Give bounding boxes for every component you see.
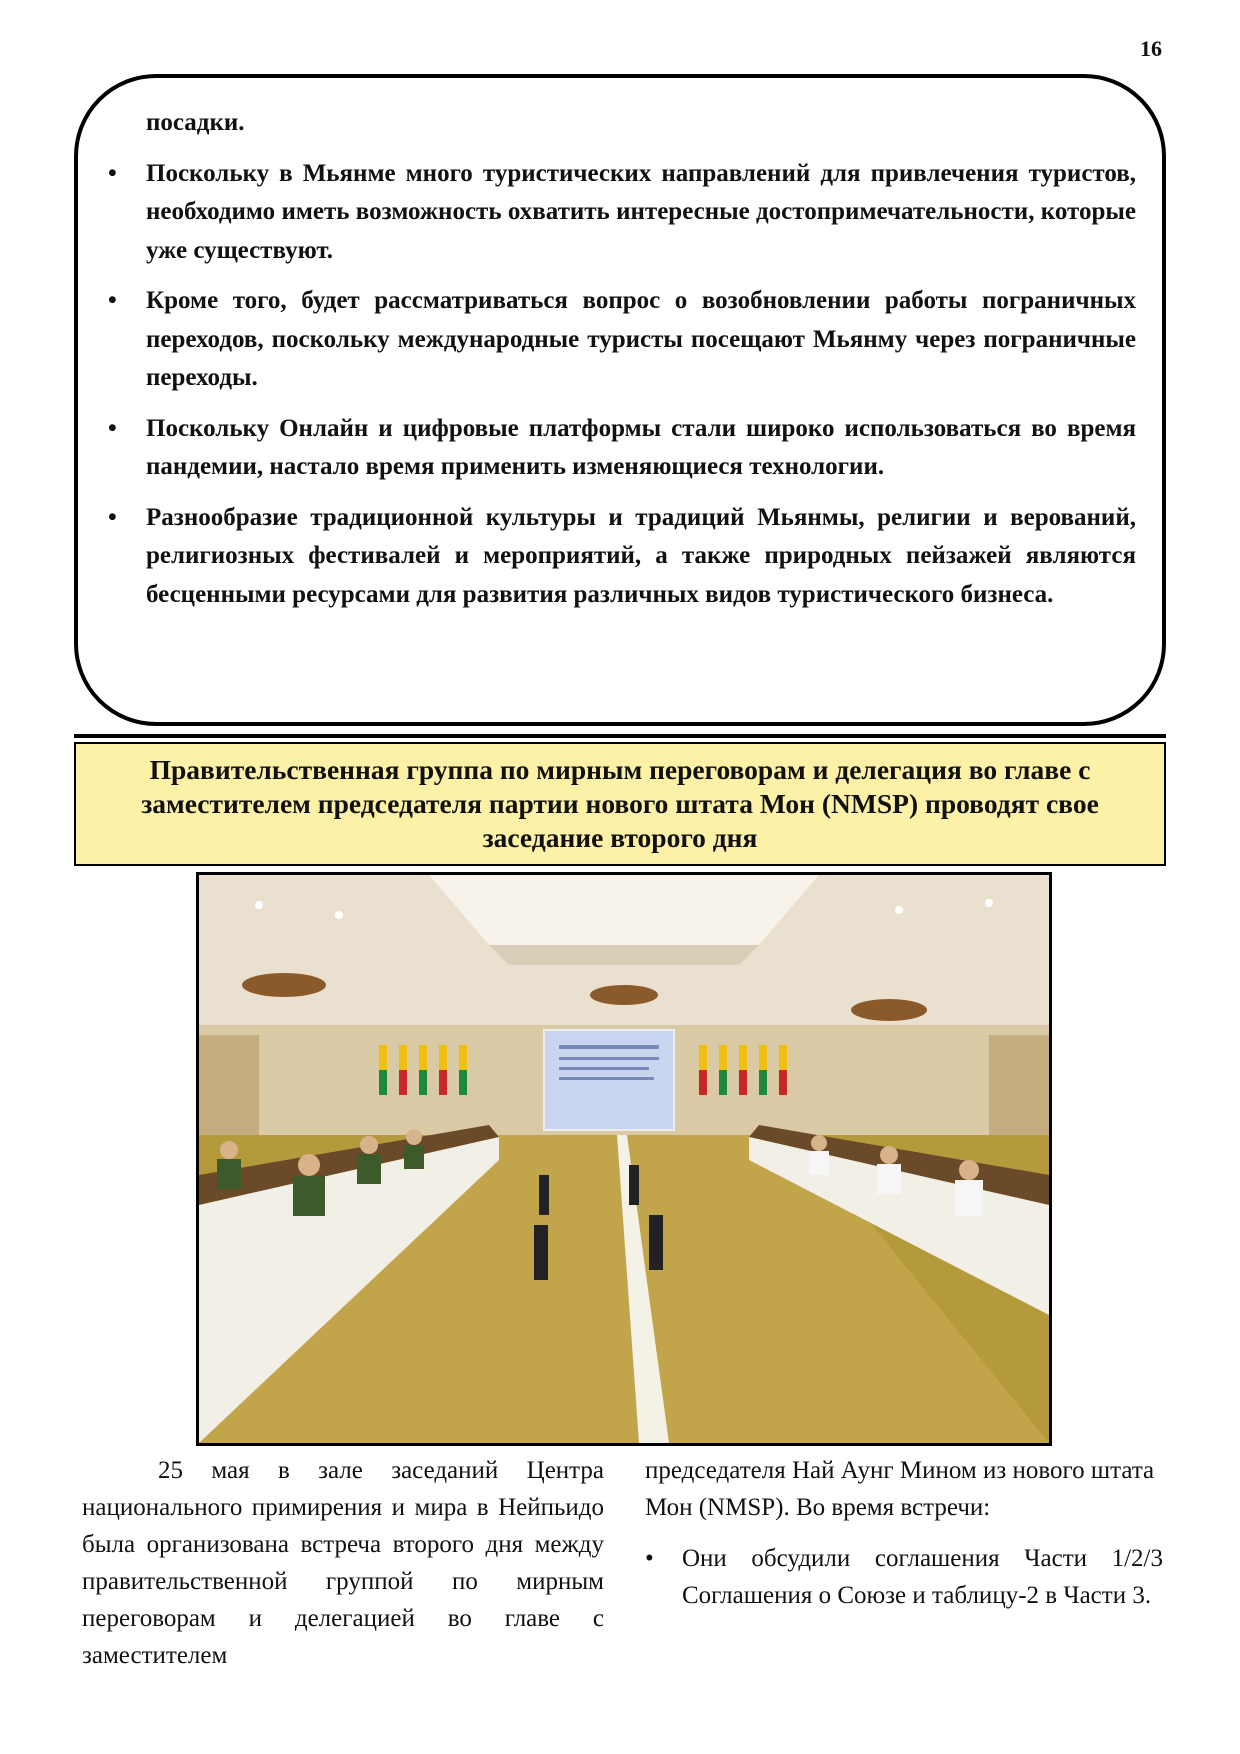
section-divider [74,734,1166,738]
box-bullet-item: • Поскольку в Мьянме много туристических направлений для привлечения туристов, необходимо иметь возможность охватить интересные достопримечательности, которые уже существуют. [146,155,1136,271]
box-bullet-item: • Поскольку Онлайн и цифровые платформы стали широко использоваться во время пандемии, настало время применить изменяющиеся технологии. [146,410,1136,487]
highlight-box-content [146,104,1136,614]
box-bullet-list [146,155,1136,615]
box-bullet-item: • Разнообразие традиционной культуры и традиций Мьянмы, религии и верований, религиозных фестивалей и мероприятий, а также природных пейзажей являются бесценными ресурсами для развития различных видов туристического бизнеса. [146,499,1136,615]
article-headline: Правительственная группа по мирным переговорам и делегация во главе с заместителем председателя партии нового штата Мон (NMSP) проводят свое заседание второго дня [74,742,1166,866]
article-bullet-item: • Они обсудили соглашения Части 1/2/3 Соглашения о Союзе и таблицу-2 в Части 3. [645,1540,1163,1614]
meeting-room-illustration [199,875,1049,1443]
article-right-column [645,1452,1163,1614]
box-continuation-text: посадки. [146,109,245,136]
box-bullet-item: • Кроме того, будет рассматриваться вопрос о возобновлении работы пограничных переходов, поскольку международные туристы посещают Мьянму через пограничные переходы. [146,282,1136,398]
article-left-paragraph: 25 мая в зале заседаний Центра национального примирения и мира в Нейпьидо была организована встреча второго дня между правительственной группой по мирным переговорам и делегацией во главе с заместителем [82,1457,604,1669]
article-left-column [82,1452,604,1674]
article-bullet-list [645,1540,1163,1614]
article-right-paragraph: председателя Най Аунг Мином из нового штата Мон (NMSP). Во время встречи: [645,1457,1155,1521]
meeting-photo [196,872,1052,1446]
page-number: 16 [1140,36,1162,61]
